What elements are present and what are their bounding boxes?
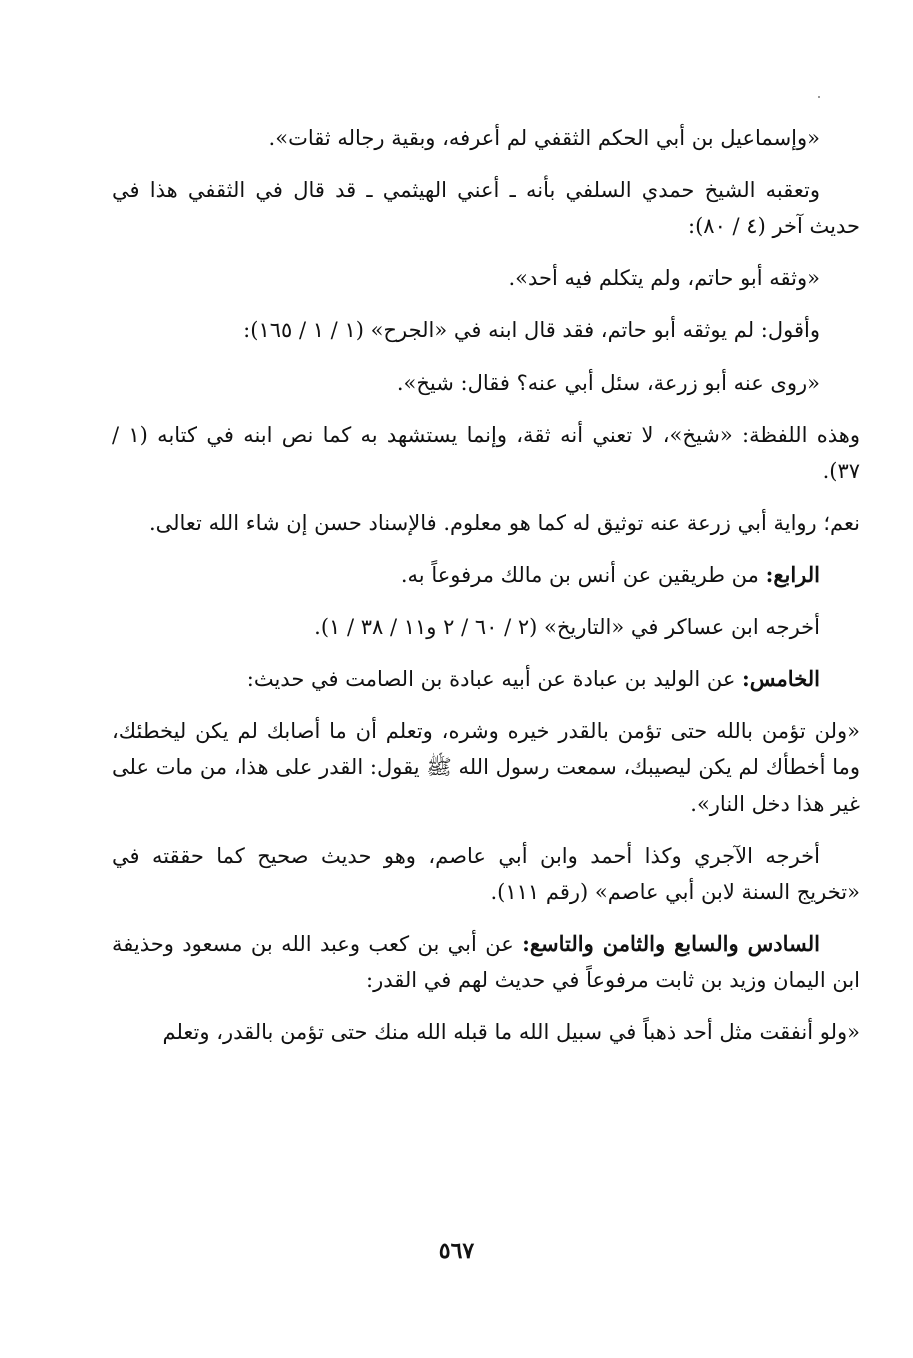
paragraph-text: «ولو أنفقت مثل أحد ذهباً في سبيل الله ما قبله الله منك حتى تؤمن بالقدر، وتعلم — [162, 1020, 860, 1045]
paragraph-text: «ولن تؤمن بالله حتى تؤمن بالقدر خيره وشره، وتعلم أن ما أصابك لم يكن ليخطئك، وما أخطأك لم يكن ليصيبك، سمعت رسول الله ﷺ يقول: القدر على هذا، من مات على غير هذا دخل النار». — [112, 719, 860, 816]
section-heading: الخامس: — [742, 666, 820, 692]
paragraph-quote-abu-hatim — [112, 260, 860, 296]
paragraph-text: عن الوليد بن عبادة عن أبيه عبادة بن الصامت في حديث: — [246, 667, 743, 692]
paragraph-shaykh-term — [112, 417, 860, 489]
paragraph-quote-ismail — [112, 120, 860, 156]
paragraph-quote-abu-zura — [112, 365, 860, 401]
paragraph-text: من طريقين عن أنس بن مالك مرفوعاً به. — [400, 562, 766, 587]
paragraph-text: عن أبي بن كعب وعبد الله بن مسعود وحذيفة ابن اليمان وزيد بن ثابت مرفوعاً في حديث لهم في القدر: — [112, 931, 860, 992]
paragraph-text: وأقول: لم يوثقه أبو حاتم، فقد قال ابنه في «الجرح» (١ / ١ / ١٦٥): — [243, 318, 820, 343]
paragraph-isnad-hasan — [112, 505, 860, 541]
paragraph-text: وهذه اللفظة: «شيخ»، لا تعني أنه ثقة، وإنما يستشهد به كما نص ابنه في كتابه (١ / ٣٧). — [112, 422, 860, 483]
paragraph-text: وتعقبه الشيخ حمدي السلفي بأنه ـ أعني الهيثمي ـ قد قال في الثقفي هذا في حديث آخر (٤ / ٨٠): — [112, 178, 860, 239]
paragraph-text: نعم؛ رواية أبي زرعة عنه توثيق له كما هو معلوم. فالإسناد حسن إن شاء الله تعالى. — [148, 510, 860, 535]
paragraph-text: «روى عنه أبو زرعة، سئل أبي عنه؟ فقال: شيخ». — [396, 370, 820, 395]
paragraph-text: أخرجه الآجري وكذا أحمد وابن أبي عاصم، وهو حديث صحيح كما حققته في «تخريج السنة لابن أبي عاصم» (رقم ١١١). — [112, 843, 860, 904]
paragraph-sixth-to-ninth — [112, 926, 860, 998]
paragraph-fourth-route — [112, 557, 860, 593]
paragraph-text: «وإسماعيل بن أبي الحكم الثقفي لم أعرفه، وبقية رجاله ثقات». — [268, 126, 820, 150]
body-text — [112, 120, 860, 1066]
paragraph-fifth-route — [112, 661, 860, 697]
page-number: ٥٦٧ — [438, 1238, 475, 1264]
paragraph-author-reply — [112, 312, 860, 348]
paragraph-text: «وثقه أبو حاتم، ولم يتكلم فيه أحد». — [508, 266, 820, 291]
paragraph-hamdi-critique — [112, 172, 860, 244]
paragraph-takhrij-ajurri — [112, 838, 860, 910]
scan-speck — [818, 96, 820, 98]
paragraph-hadith-uhud-gold — [112, 1014, 860, 1050]
paragraph-ibn-asakir — [112, 609, 860, 645]
section-heading: الرابع: — [765, 561, 820, 587]
section-heading: السادس والسابع والثامن والتاسع: — [522, 930, 820, 956]
paragraph-hadith-qadar — [112, 713, 860, 821]
paragraph-text: أخرجه ابن عساكر في «التاريخ» (٢ / ٦٠ / ٢ و١١ / ٣٨ / ١). — [314, 615, 820, 640]
